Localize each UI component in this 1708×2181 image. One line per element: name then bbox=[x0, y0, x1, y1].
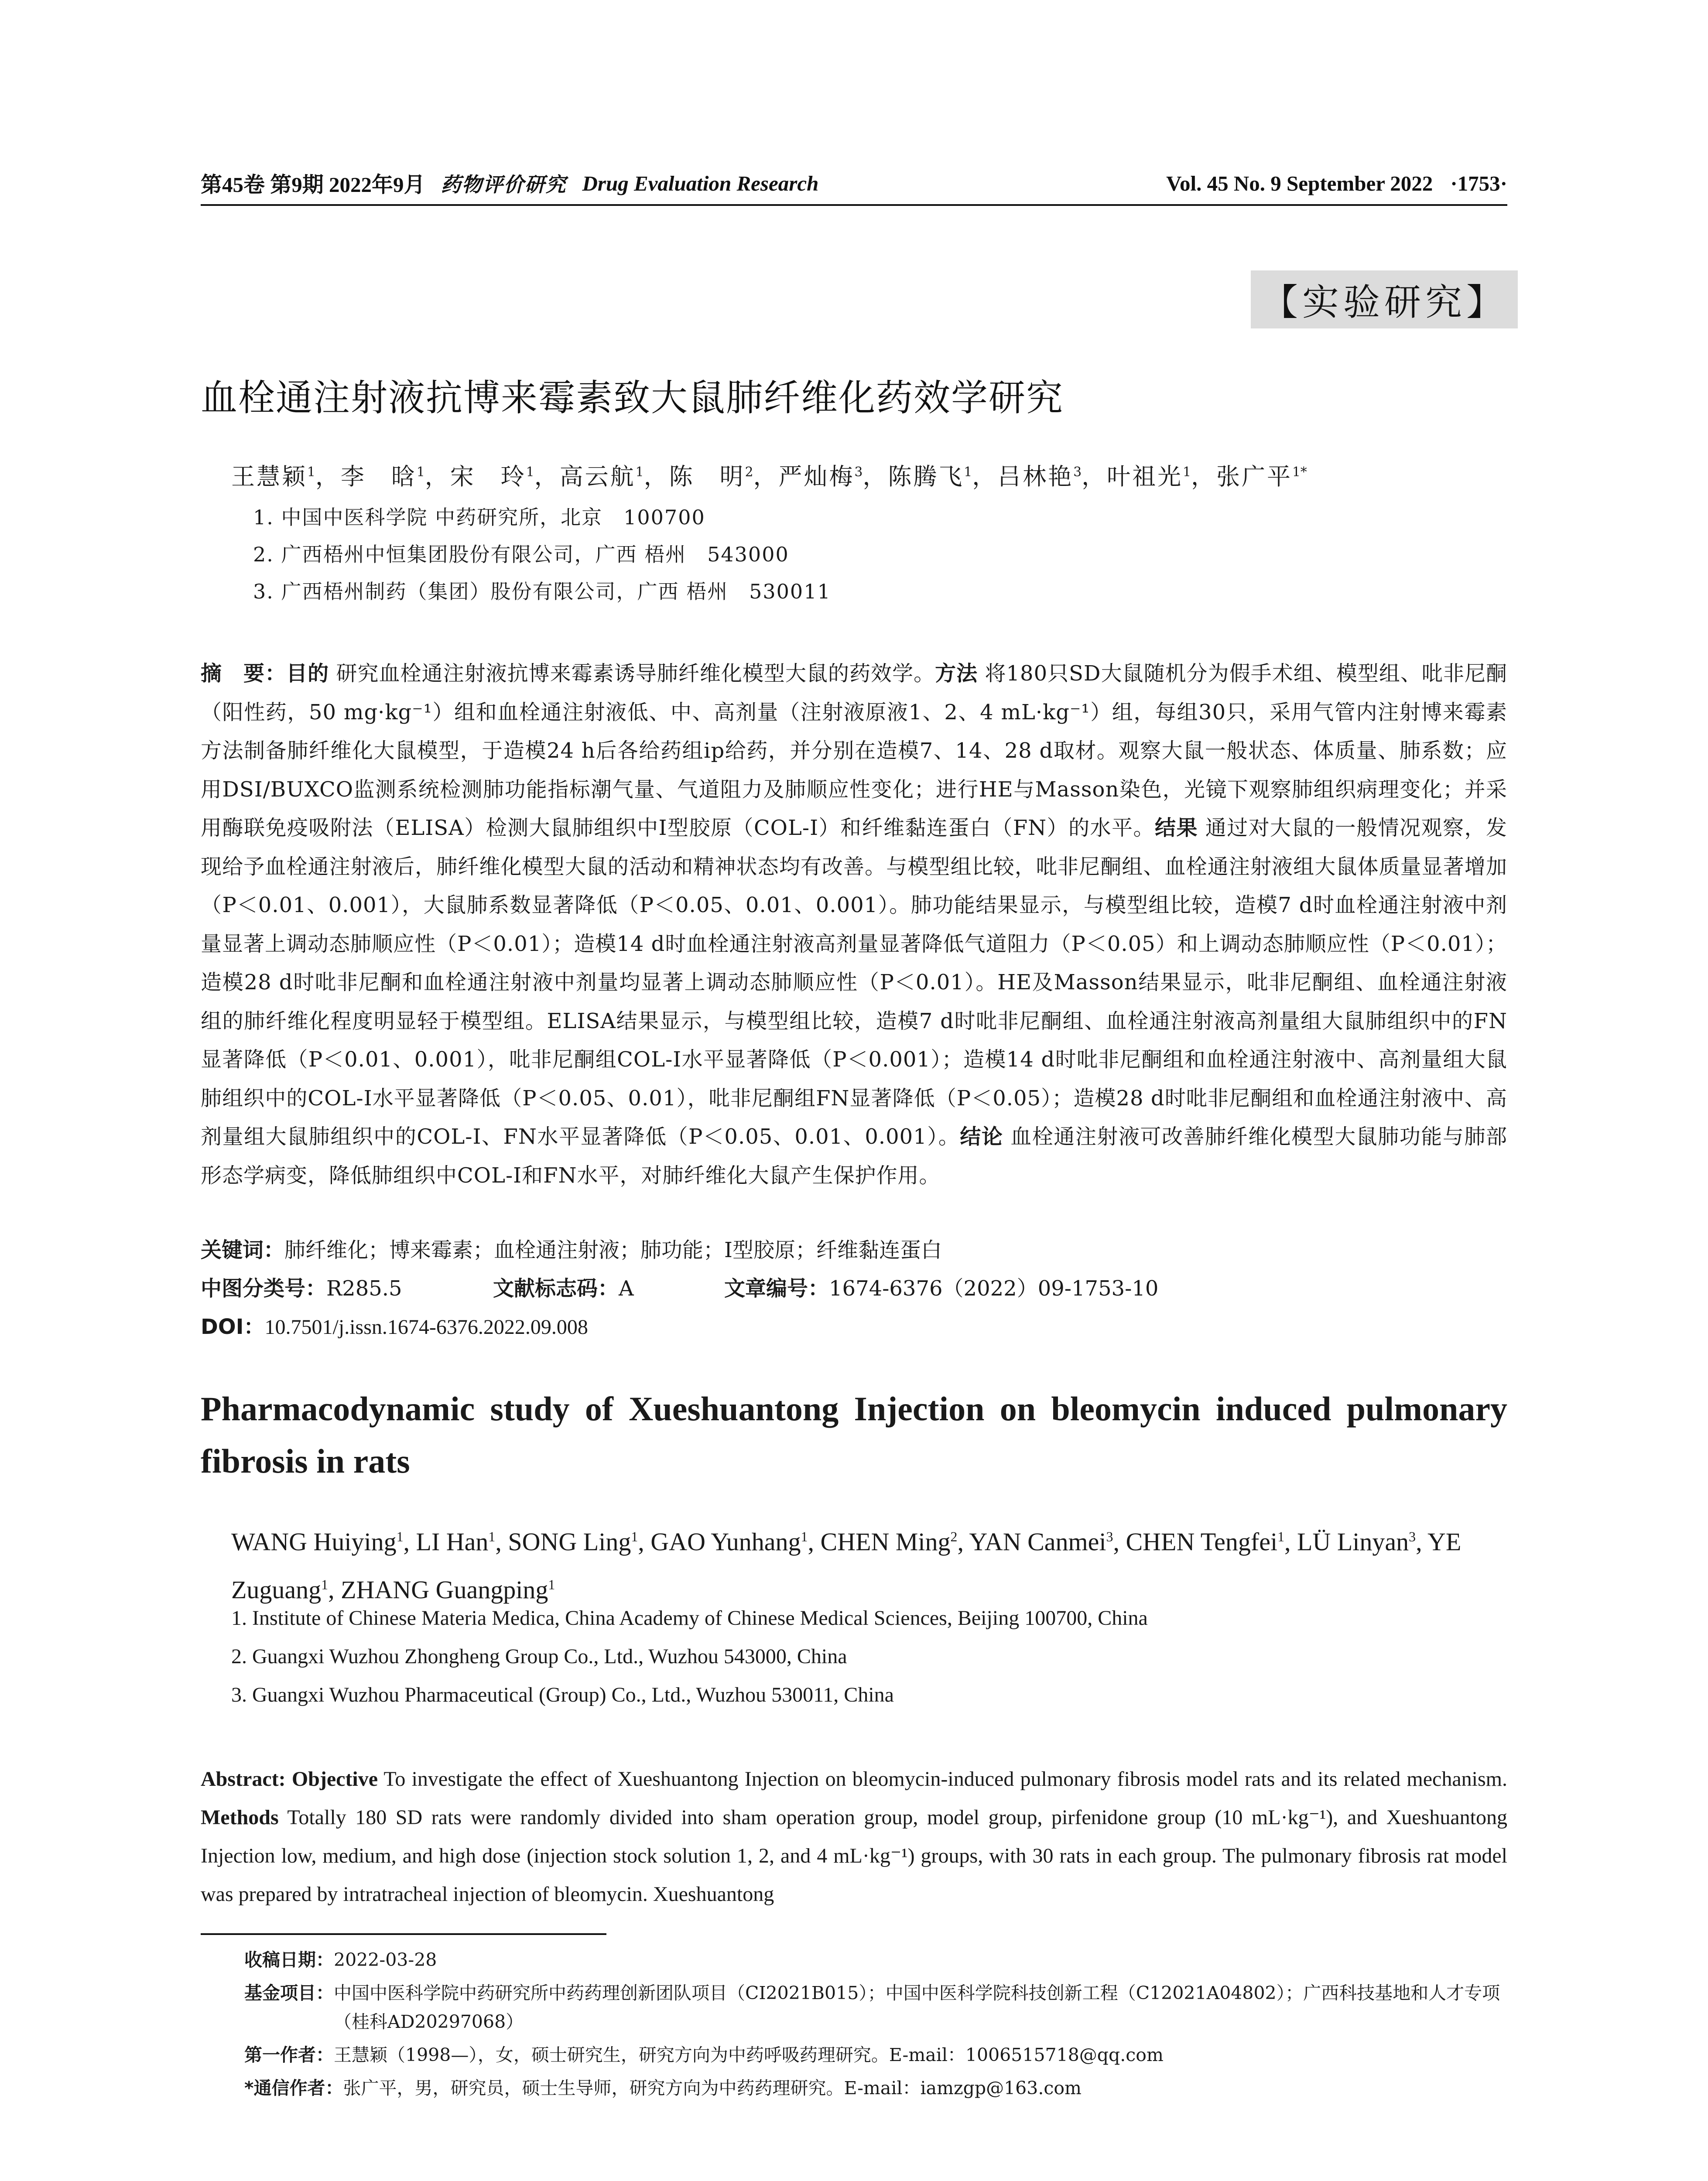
footnotes bbox=[244, 1945, 1507, 2102]
article-title-en: Pharmacodynamic study of Xueshuantong Injection on bleomycin induced pulmonary fibrosis in rats bbox=[201, 1390, 1507, 1480]
article-no-value: 1674-6376（2022）09-1753-10 bbox=[829, 1276, 1159, 1301]
author-affiliation-mark: 1 bbox=[635, 465, 644, 480]
abstract-label-cn: 摘 要： bbox=[201, 661, 287, 686]
author bbox=[778, 463, 863, 490]
classification-row bbox=[201, 1269, 1507, 1308]
author bbox=[1216, 463, 1307, 490]
clc-value: R285.5 bbox=[326, 1276, 402, 1301]
affiliation-cn-1: 1. 中国中医科学院 中药研究所，北京 100700 bbox=[253, 506, 705, 529]
doi-label: DOI： bbox=[201, 1315, 265, 1339]
footnote-label: 第一作者： bbox=[244, 2044, 334, 2065]
methods-label-en: Methods bbox=[201, 1806, 279, 1829]
abstract-cn bbox=[201, 654, 1507, 1195]
footnote-first-author bbox=[244, 2041, 1507, 2069]
author-affiliation-mark: 3 bbox=[1409, 1529, 1416, 1545]
footnote-text: 中国中医科学院中药研究所中药药理创新团队项目（CI2021B015）；中国中医科学院科技创新工程（C12021A04802）；广西科技基地和人才专项（桂科AD20297068） bbox=[334, 1983, 1500, 2032]
abstract-section-label: 目的 bbox=[286, 661, 329, 686]
abstract-methods-text: 将180只SD大鼠随机分为假手术组、模型组、吡非尼酮（阳性药，50 mg·kg⁻¹）组和血栓通注射液低、中、高剂量（注射液原液1、2、4 mL·kg⁻¹）组，每组30只，采用气管内注射博来霉素方法制备肺纤维化大鼠模型，于造模24 h后各给药组ip给药，并分别在造模7、14、28 d取材。观察大鼠一般状态、体质量、肺系数；应用DSI/BUXCO监测系统检测肺功能指标潮气量、气道阻力及肺顺应性变化；进行HE与Masson染色，光镜下观察肺组织病理变化；并采用酶联免疫吸附法（ELISA）检测大鼠肺组织中I型胶原（COL-I）和纤维黏连蛋白（FN）的水平。 bbox=[201, 661, 1507, 840]
footnote-rule bbox=[201, 1933, 606, 1935]
affiliation-cn-3: 3. 广西梧州制药（集团）股份有限公司，广西 梧州 530011 bbox=[253, 580, 831, 603]
abstract-objective-text: 研究血栓通注射液抗博来霉素诱导肺纤维化模型大鼠的药效学。 bbox=[329, 661, 935, 686]
author-affiliation-mark: 2 bbox=[745, 465, 753, 480]
abstract-section-label: 结论 bbox=[960, 1125, 1003, 1149]
article-no-label: 文章编号： bbox=[724, 1276, 829, 1301]
author-affiliation-mark: 1 bbox=[396, 1529, 404, 1545]
affiliation-en-3: 3. Guangxi Wuzhou Pharmaceutical (Group) Co., Ltd., Wuzhou 530011, China bbox=[231, 1683, 894, 1706]
footnote-label: *通信作者： bbox=[244, 2078, 343, 2099]
footnote-received bbox=[244, 1945, 1507, 1974]
author-list-en: WANG Huiying$^1$, LI Han$^1$, SONG Ling$^1$, GAO Yunhang$^1$, CHEN Ming$^2$, YAN Canmei$^3$, CHEN Tengfei$^1$, LÜ Linyan$^3$, YE Zuguang$^1$, ZHANG Guangping$^1$ bbox=[231, 1528, 1462, 1604]
author-affiliation-mark: 1 bbox=[801, 1529, 808, 1545]
objective-text-en: To investigate the effect of Xueshuantong Injection on bleomycin-induced pulmonary fibrosis model rats and its related mechanism. bbox=[378, 1767, 1507, 1791]
author-affiliation-mark: 1 bbox=[1277, 1529, 1285, 1545]
author-name: 叶祖光 bbox=[1107, 463, 1183, 490]
doi-row bbox=[201, 1308, 588, 1347]
objective-label-en: Objective bbox=[291, 1767, 378, 1791]
journal-logo: 药物评价研究 bbox=[441, 173, 567, 196]
footnote-label: 基金项目： bbox=[244, 1983, 334, 2003]
author-name: 陈腾飞 bbox=[888, 463, 964, 490]
author bbox=[416, 1528, 496, 1556]
clc-label: 中图分类号： bbox=[201, 1276, 327, 1301]
keywords-label: 关键词： bbox=[201, 1238, 285, 1262]
author-name: 李 晗 bbox=[340, 463, 417, 490]
author-affiliation-mark: 1 bbox=[631, 1529, 638, 1545]
author-affiliation-mark: 2 bbox=[950, 1529, 958, 1545]
doc-code-value: A bbox=[619, 1276, 634, 1301]
doc-code-label: 文献标志码： bbox=[493, 1276, 619, 1301]
author-name: CHEN Ming bbox=[820, 1528, 951, 1556]
issue-en: Vol. 45 No. 9 September 2022 bbox=[1166, 171, 1433, 195]
abstract-label-en: Abstract: bbox=[201, 1767, 286, 1791]
abstract-en bbox=[201, 1760, 1507, 1914]
running-header bbox=[201, 168, 1507, 198]
author-name: ZHANG Guangping bbox=[341, 1575, 548, 1604]
footnote-label: 收稿日期： bbox=[244, 1949, 334, 1970]
author-affiliation-mark: 1 bbox=[307, 465, 315, 480]
keywords-cn bbox=[201, 1231, 1507, 1269]
author bbox=[508, 1528, 638, 1556]
abstract-section-label: 方法 bbox=[935, 661, 978, 686]
author bbox=[560, 463, 644, 490]
author-affiliation-mark: 3 bbox=[1073, 465, 1082, 480]
author-name: 王慧颖 bbox=[231, 463, 307, 490]
section-tag: 【实验研究】 bbox=[1251, 270, 1518, 328]
author-affiliation-mark: 1 bbox=[526, 465, 534, 480]
author-name: 吕林艳 bbox=[997, 463, 1074, 490]
page-number: ·1753· bbox=[1450, 171, 1507, 195]
author bbox=[650, 1528, 808, 1556]
author-affiliation-mark: 1 bbox=[321, 1577, 329, 1593]
author bbox=[969, 1528, 1113, 1556]
author bbox=[341, 463, 425, 490]
affiliation-en-2: 2. Guangxi Wuzhou Zhongheng Group Co., Ltd., Wuzhou 543000, China bbox=[231, 1645, 847, 1668]
author-name: 陈 明 bbox=[669, 463, 745, 490]
author bbox=[888, 463, 972, 490]
abstract-conclusion-text: 血栓通注射液可改善肺纤维化模型大鼠肺功能与肺部形态学病变，降低肺组织中COL-I和FN水平，对肺纤维化大鼠产生保护作用。 bbox=[201, 1125, 1507, 1188]
author bbox=[669, 463, 753, 490]
affiliation-en-1: 1. Institute of Chinese Materia Medica, China Academy of Chinese Medical Sciences, Beijing 100700, China bbox=[231, 1607, 1148, 1630]
author bbox=[1107, 463, 1191, 490]
author-affiliation-mark: 3 bbox=[854, 465, 863, 480]
abstract-results-text: 通过对大鼠的一般情况观察，发现给予血栓通注射液后，肺纤维化模型大鼠的活动和精神状态均有改善。与模型组比较，吡非尼酮组、血栓通注射液组大鼠体质量显著增加（P＜0.01、0.001），大鼠肺系数显著降低（P＜0.05、0.01、0.001）。肺功能结果显示，与模型组比较，造模7 d时血栓通注射液中剂量显著上调动态肺顺应性（P＜0.01）；造模14 d时血栓通注射液高剂量显著降低气道阻力（P＜0.05）和上调动态肺顺应性（P＜0.01）；造模28 d时吡非尼酮和血栓通注射液中剂量均显著上调动态肺顺应性（P＜0.01）。HE及Masson结果显示，吡非尼酮组、血栓通注射液组的肺纤维化程度明显轻于模型组。ELISA结果显示，与模型组比较，造模7 d时吡非尼酮组、血栓通注射液高剂量组大鼠肺组织中的FN显著降低（P＜0.01、0.001），吡非尼酮组COL-I水平显著降低（P＜0.001）；造模14 d时吡非尼酮组和血栓通注射液中、高剂量组大鼠肺组织中的COL-I水平显著降低（P＜0.05、0.01），吡非尼酮组FN显著降低（P＜0.05）；造模28 d时吡非尼酮组和血栓通注射液中、高剂量组大鼠肺组织中的COL-I、FN水平显著降低（P＜0.05、0.01、0.001）。 bbox=[201, 816, 1507, 1149]
affiliation-cn-2: 2. 广西梧州中恒集团股份有限公司，广西 梧州 543000 bbox=[253, 543, 789, 566]
author-name: GAO Yunhang bbox=[650, 1528, 801, 1556]
doi-value: 10.7501/j.issn.1674-6376.2022.09.008 bbox=[264, 1316, 588, 1339]
journal-name-en: Drug Evaluation Research bbox=[582, 171, 819, 195]
author-affiliation-mark: 1 bbox=[548, 1577, 555, 1593]
author-name: LÜ Linyan bbox=[1297, 1528, 1409, 1556]
author-name: SONG Ling bbox=[508, 1528, 631, 1556]
author bbox=[1126, 1528, 1284, 1556]
issue-cn: 第45卷 第9期 2022年9月 bbox=[201, 173, 425, 197]
author-name: LI Han bbox=[416, 1528, 489, 1556]
author-name: 高云航 bbox=[559, 463, 636, 490]
author-affiliation-mark: 1 bbox=[964, 465, 972, 480]
author-name: YAN Canmei bbox=[969, 1528, 1106, 1556]
author bbox=[1297, 1528, 1416, 1556]
author-name: CHEN Tengfei bbox=[1126, 1528, 1278, 1556]
author-name: YE Zuguang bbox=[231, 1528, 1462, 1604]
author-affiliation-mark: 1* bbox=[1292, 465, 1307, 480]
author-affiliation-mark: 3 bbox=[1106, 1529, 1113, 1545]
header-rule bbox=[201, 204, 1507, 206]
footnote-text: 张广平，男，研究员，硕士生导师，研究方向为中药药理研究。E-mail：iamzgp@163.com bbox=[343, 2078, 1082, 2099]
author-name: 张广平 bbox=[1216, 463, 1293, 490]
author bbox=[231, 1528, 404, 1556]
abstract-section-label: 结果 bbox=[1155, 816, 1198, 840]
author bbox=[341, 1576, 555, 1604]
author-name: 宋 玲 bbox=[450, 463, 526, 490]
author bbox=[450, 463, 534, 490]
footnote-funding bbox=[244, 1979, 1507, 2036]
author-name: 严灿梅 bbox=[778, 463, 855, 490]
author-affiliation-mark: 1 bbox=[1183, 465, 1191, 480]
footnote-text: 2022-03-28 bbox=[334, 1949, 437, 1970]
keywords-text: 肺纤维化；博来霉素；血栓通注射液；肺功能；I型胶原；纤维黏连蛋白 bbox=[284, 1238, 942, 1262]
author-affiliation-mark: 1 bbox=[488, 1529, 496, 1545]
author-name: WANG Huiying bbox=[231, 1528, 397, 1556]
author-affiliation-mark: 1 bbox=[416, 465, 425, 480]
author-list-cn: 王慧颖$^1$，李 晗$^1$，宋 玲$^1$，高云航$^1$，陈 明$^2$，严灿梅$^3$，陈腾飞$^1$，吕林艳$^3$，叶祖光$^1$，张广平$^{1*}$ bbox=[231, 463, 1307, 490]
author bbox=[231, 463, 315, 490]
author bbox=[820, 1528, 957, 1556]
author bbox=[997, 463, 1082, 490]
footnote-text: 王慧颖（1998—），女，硕士研究生，研究方向为中药呼吸药理研究。E-mail：1006515718@qq.com bbox=[334, 2044, 1164, 2065]
methods-text-en: Totally 180 SD rats were randomly divided into sham operation group, model group, pirfenidone group (10 mL·kg⁻¹), and Xueshuantong Injection low, medium, and high dose (injection stock solution 1, 2, and 4 mL·kg⁻¹) groups, with 30 rats in each group. The pulmonary fibrosis rat model was prepared by intratracheal injection of bleomycin. Xueshuantong bbox=[201, 1806, 1507, 1906]
footnote-corresponding bbox=[244, 2074, 1507, 2102]
article-title-cn: 血栓通注射液抗博来霉素致大鼠肺纤维化药效学研究 bbox=[201, 376, 1064, 419]
